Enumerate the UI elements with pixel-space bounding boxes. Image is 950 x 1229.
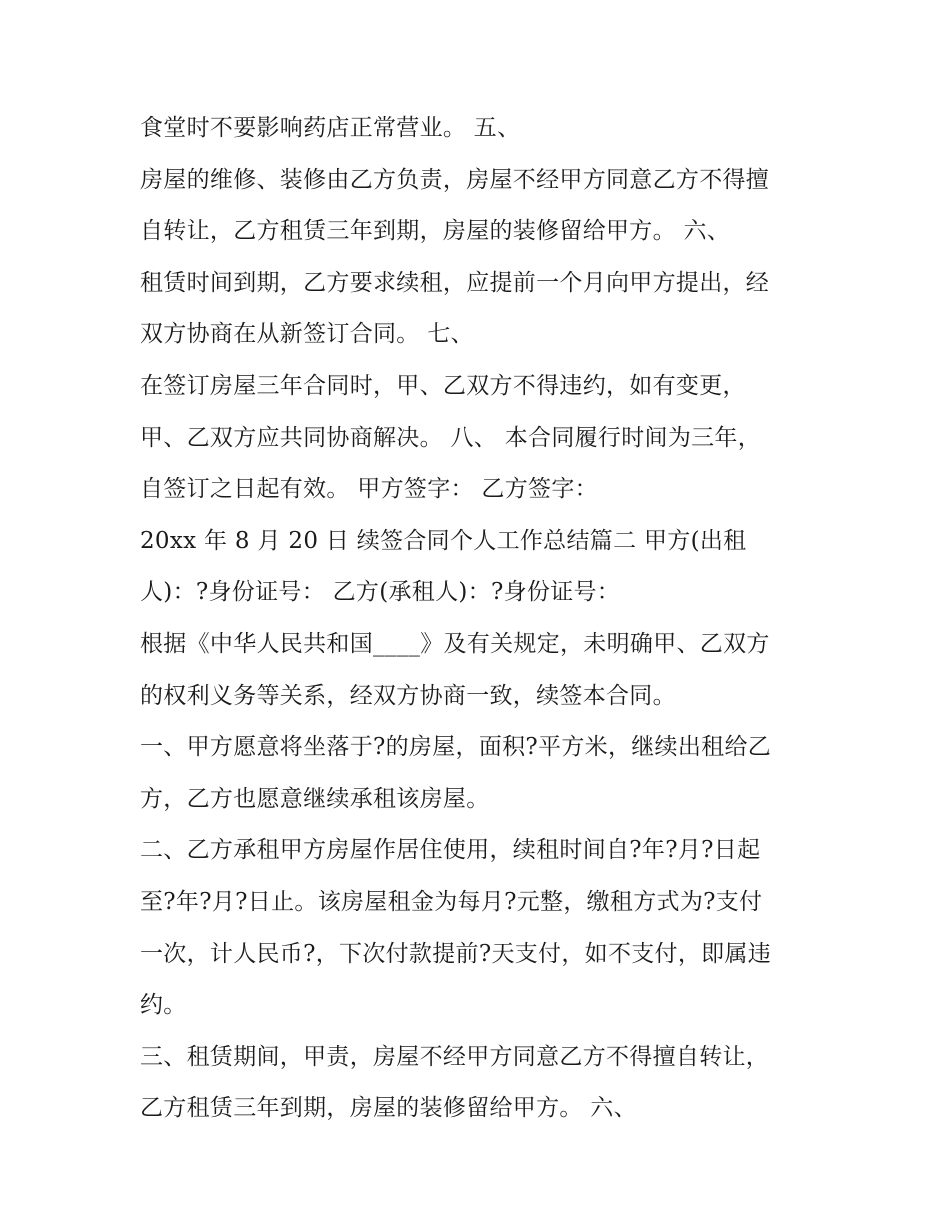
text-line: 三、租赁期间，甲责，房屋不经甲方同意乙方不得擅自转让，: [140, 1043, 770, 1070]
text-line: 自转让，乙方租赁三年到期，房屋的装修留给甲方。 六、: [140, 218, 731, 245]
text-line: 二、乙方承租甲方房屋作居住使用，续租时间自?年?月?日起: [140, 837, 761, 864]
text-line: 一、甲方愿意将坐落于?的房屋，面积?平方米，继续出租给乙: [140, 734, 772, 761]
text-line: 根据《中华人民共和国____》及有关规定，未明确甲、乙双方: [140, 630, 770, 657]
text-line: 方，乙方也愿意继续承租该房屋。: [140, 785, 490, 812]
text-line: 食堂时不要影响药店正常营业。 五、: [140, 115, 521, 141]
text-line: 的权利义务等关系，经双方协商一致，续签本合同。: [140, 682, 676, 709]
text-line: 租赁时间到期，乙方要求续租，应提前一个月向甲方提出，经: [140, 269, 770, 296]
text-line: 乙方租赁三年到期，房屋的装修留给甲方。 六、: [140, 1095, 637, 1122]
text-line: 双方协商在从新签订合同。 七、: [140, 321, 474, 348]
text-line: 约。: [140, 992, 187, 1019]
document-body: [140, 103, 830, 1135]
text-line: 人)：?身份证号： 乙方(承租人)：?身份证号：: [140, 579, 621, 606]
text-line: 自签订之日起有效。 甲方签字： 乙方签字：: [140, 476, 598, 503]
text-line: 甲、乙双方应共同协商解决。 八、 本合同履行时间为三年，: [140, 424, 762, 451]
text-line: 20xx 年 8 月 20 日 续签合同个人工作总结篇二 甲方(出租: [140, 527, 747, 554]
text-line: 一次，计人民币?，下次付款提前?天支付，如不支付，即属违: [140, 940, 772, 967]
text-line: 至?年?月?日止。该房屋租金为每月?元整，缴租方式为?支付: [140, 888, 763, 915]
text-line: 房屋的维修、装修由乙方负责，房屋不经甲方同意乙方不得擅: [140, 166, 770, 193]
text-line: 在签订房屋三年合同时，甲、乙双方不得违约，如有变更，: [140, 372, 746, 399]
